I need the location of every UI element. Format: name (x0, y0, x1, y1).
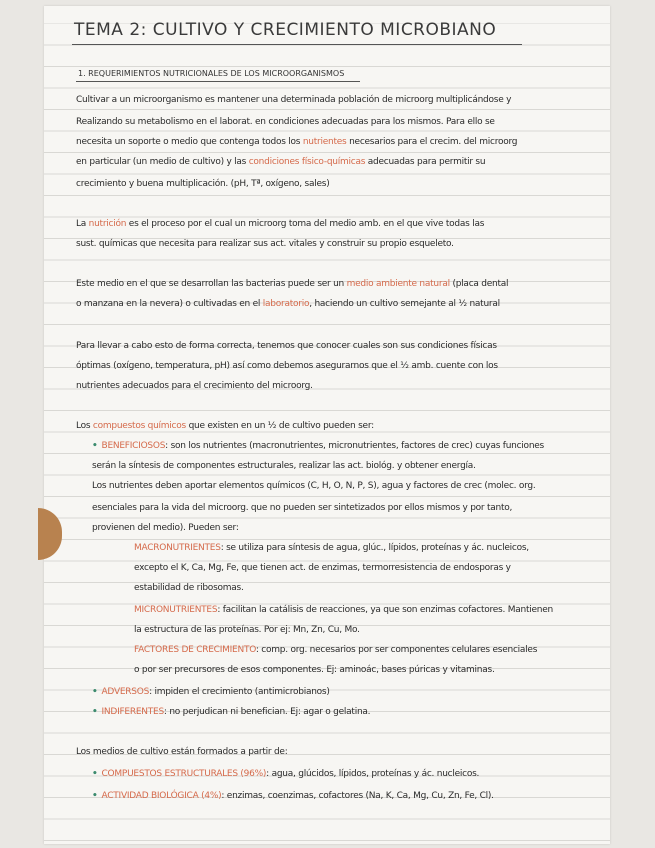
list-item: • BENEFICIOSOS: son los nutrientes (macronutrientes, micronutrientes, factores de crec) cuyas funciones (92, 441, 544, 451)
text-line: La nutrición es el proceso por el cual un microorg toma del medio amb. en el que vive todas las (76, 219, 485, 229)
text-line: crecimiento y buena multiplicación. (pH, Tª, oxígeno, sales) (76, 179, 330, 189)
list-item: • ADVERSOS: impiden el crecimiento (antimicrobianos) (92, 687, 330, 697)
text-line: Realizando su metabolismo en el laborat. en condiciones adecuadas para los mismos. Para ello se (76, 117, 495, 127)
text-line: Los nutrientes deben aportar elementos químicos (C, H, O, N, P, S), agua y factores de crec (molec. org. (92, 481, 536, 491)
text-line: necesita un soporte o medio que contenga todos los nutrientes necesarios para el crecim. del microorg (76, 137, 518, 147)
text-line: FACTORES DE CRECIMIENTO: comp. org. necesarios por ser componentes celulares esenciales (134, 645, 538, 655)
text-line: o por ser precursores de esos componentes. Ej: aminoác, bases púricas y vitaminas. (134, 665, 495, 675)
text-line: en particular (un medio de cultivo) y las condiciones físico-químicas adecuadas para permitir su (76, 157, 486, 167)
highlight-term: BENEFICIOSOS (101, 441, 166, 451)
text-line: Los compuestos químicos que existen en un ½ de cultivo pueden ser: (76, 421, 374, 431)
text-line: MICRONUTRIENTES: facilitan la catálisis de reacciones, ya que son enzimas cofactores. Mantienen (134, 605, 553, 615)
highlight-term: COMPUESTOS ESTRUCTURALES (96%) (101, 769, 267, 779)
highlight-term: nutrientes (302, 137, 347, 147)
text-line: Para llevar a cabo esto de forma correcta, tenemos que conocer cuales son sus condiciones físicas (76, 341, 497, 351)
page-title: TEMA 2: CULTIVO Y CRECIMIENTO MICROBIANO (74, 20, 497, 40)
highlight-term: ADVERSOS (101, 687, 150, 697)
text-line: o manzana en la nevera) o cultivadas en el laboratorio, haciendo un cultivo semejante al ½ natural (76, 299, 500, 309)
text-line: óptimas (oxígeno, temperatura, pH) así como debemos asegurarnos que el ½ amb. cuente con los (76, 361, 498, 371)
text-line: la estructura de las proteínas. Por ej: Mn, Zn, Cu, Mo. (134, 625, 360, 635)
list-item: • ACTIVIDAD BIOLÓGICA (4%): enzimas, coenzimas, cofactores (Na, K, Ca, Mg, Cu, Zn, Fe, Cl). (92, 791, 494, 801)
text-line: nutrientes adecuados para el crecimiento del microorg. (76, 381, 313, 391)
bullet-icon: • (92, 441, 98, 451)
highlight-term: nutrición (88, 219, 127, 229)
text-line: Este medio en el que se desarrollan las bacterias puede ser un medio ambiente natural (placa dental (76, 279, 509, 289)
text-line: serán la síntesis de componentes estructurales, realizar las act. biológ. y obtener energía. (92, 461, 476, 471)
list-item: • INDIFERENTES: no perjudican ni benefician. Ej: agar o gelatina. (92, 707, 371, 717)
highlight-term: INDIFERENTES (101, 707, 164, 717)
text-line: MACRONUTRIENTES: se utiliza para síntesis de agua, glúc., lípidos, proteínas y ác. nucleicos, (134, 543, 529, 553)
highlight-term: ACTIVIDAD BIOLÓGICA (4%) (101, 791, 222, 801)
highlight-term: MICRONUTRIENTES (134, 605, 218, 615)
bullet-icon: • (92, 687, 98, 697)
highlight-term: MACRONUTRIENTES (134, 543, 221, 553)
highlight-term: laboratorio (262, 299, 310, 309)
title-underline (72, 44, 522, 45)
text-line: Los medios de cultivo están formados a partir de: (76, 747, 288, 757)
highlight-term: medio ambiente natural (346, 279, 450, 289)
text-line: provienen del medio). Pueden ser: (92, 523, 239, 533)
text-line: excepto el K, Ca, Mg, Fe, que tienen act. de enzimas, termorresistencia de endosporas y (134, 563, 511, 573)
text-line: estabilidad de ribosomas. (134, 583, 244, 593)
section-underline (76, 81, 360, 82)
highlight-term: condiciones físico-químicas (248, 157, 366, 167)
text-line: sust. químicas que necesita para realizar sus act. vitales y construir su propio esqueleto. (76, 239, 454, 249)
text-line: esenciales para la vida del microorg. que no pueden ser sintetizados por ellos mismos y por tanto, (92, 503, 513, 513)
bullet-icon: • (92, 791, 98, 801)
list-item: • COMPUESTOS ESTRUCTURALES (96%): agua, glúcidos, lípidos, proteínas y ác. nucleicos. (92, 769, 480, 779)
highlight-term: FACTORES DE CRECIMIENTO (134, 645, 256, 655)
bullet-icon: • (92, 769, 98, 779)
section-heading: 1. REQUERIMIENTOS NUTRICIONALES DE LOS MICROORGANISMOS (78, 69, 345, 78)
bullet-icon: • (92, 707, 98, 717)
text-line: Cultivar a un microorganismo es mantener una determinada población de microorg multiplicándose y (76, 95, 512, 105)
highlight-term: compuestos químicos (92, 421, 186, 431)
